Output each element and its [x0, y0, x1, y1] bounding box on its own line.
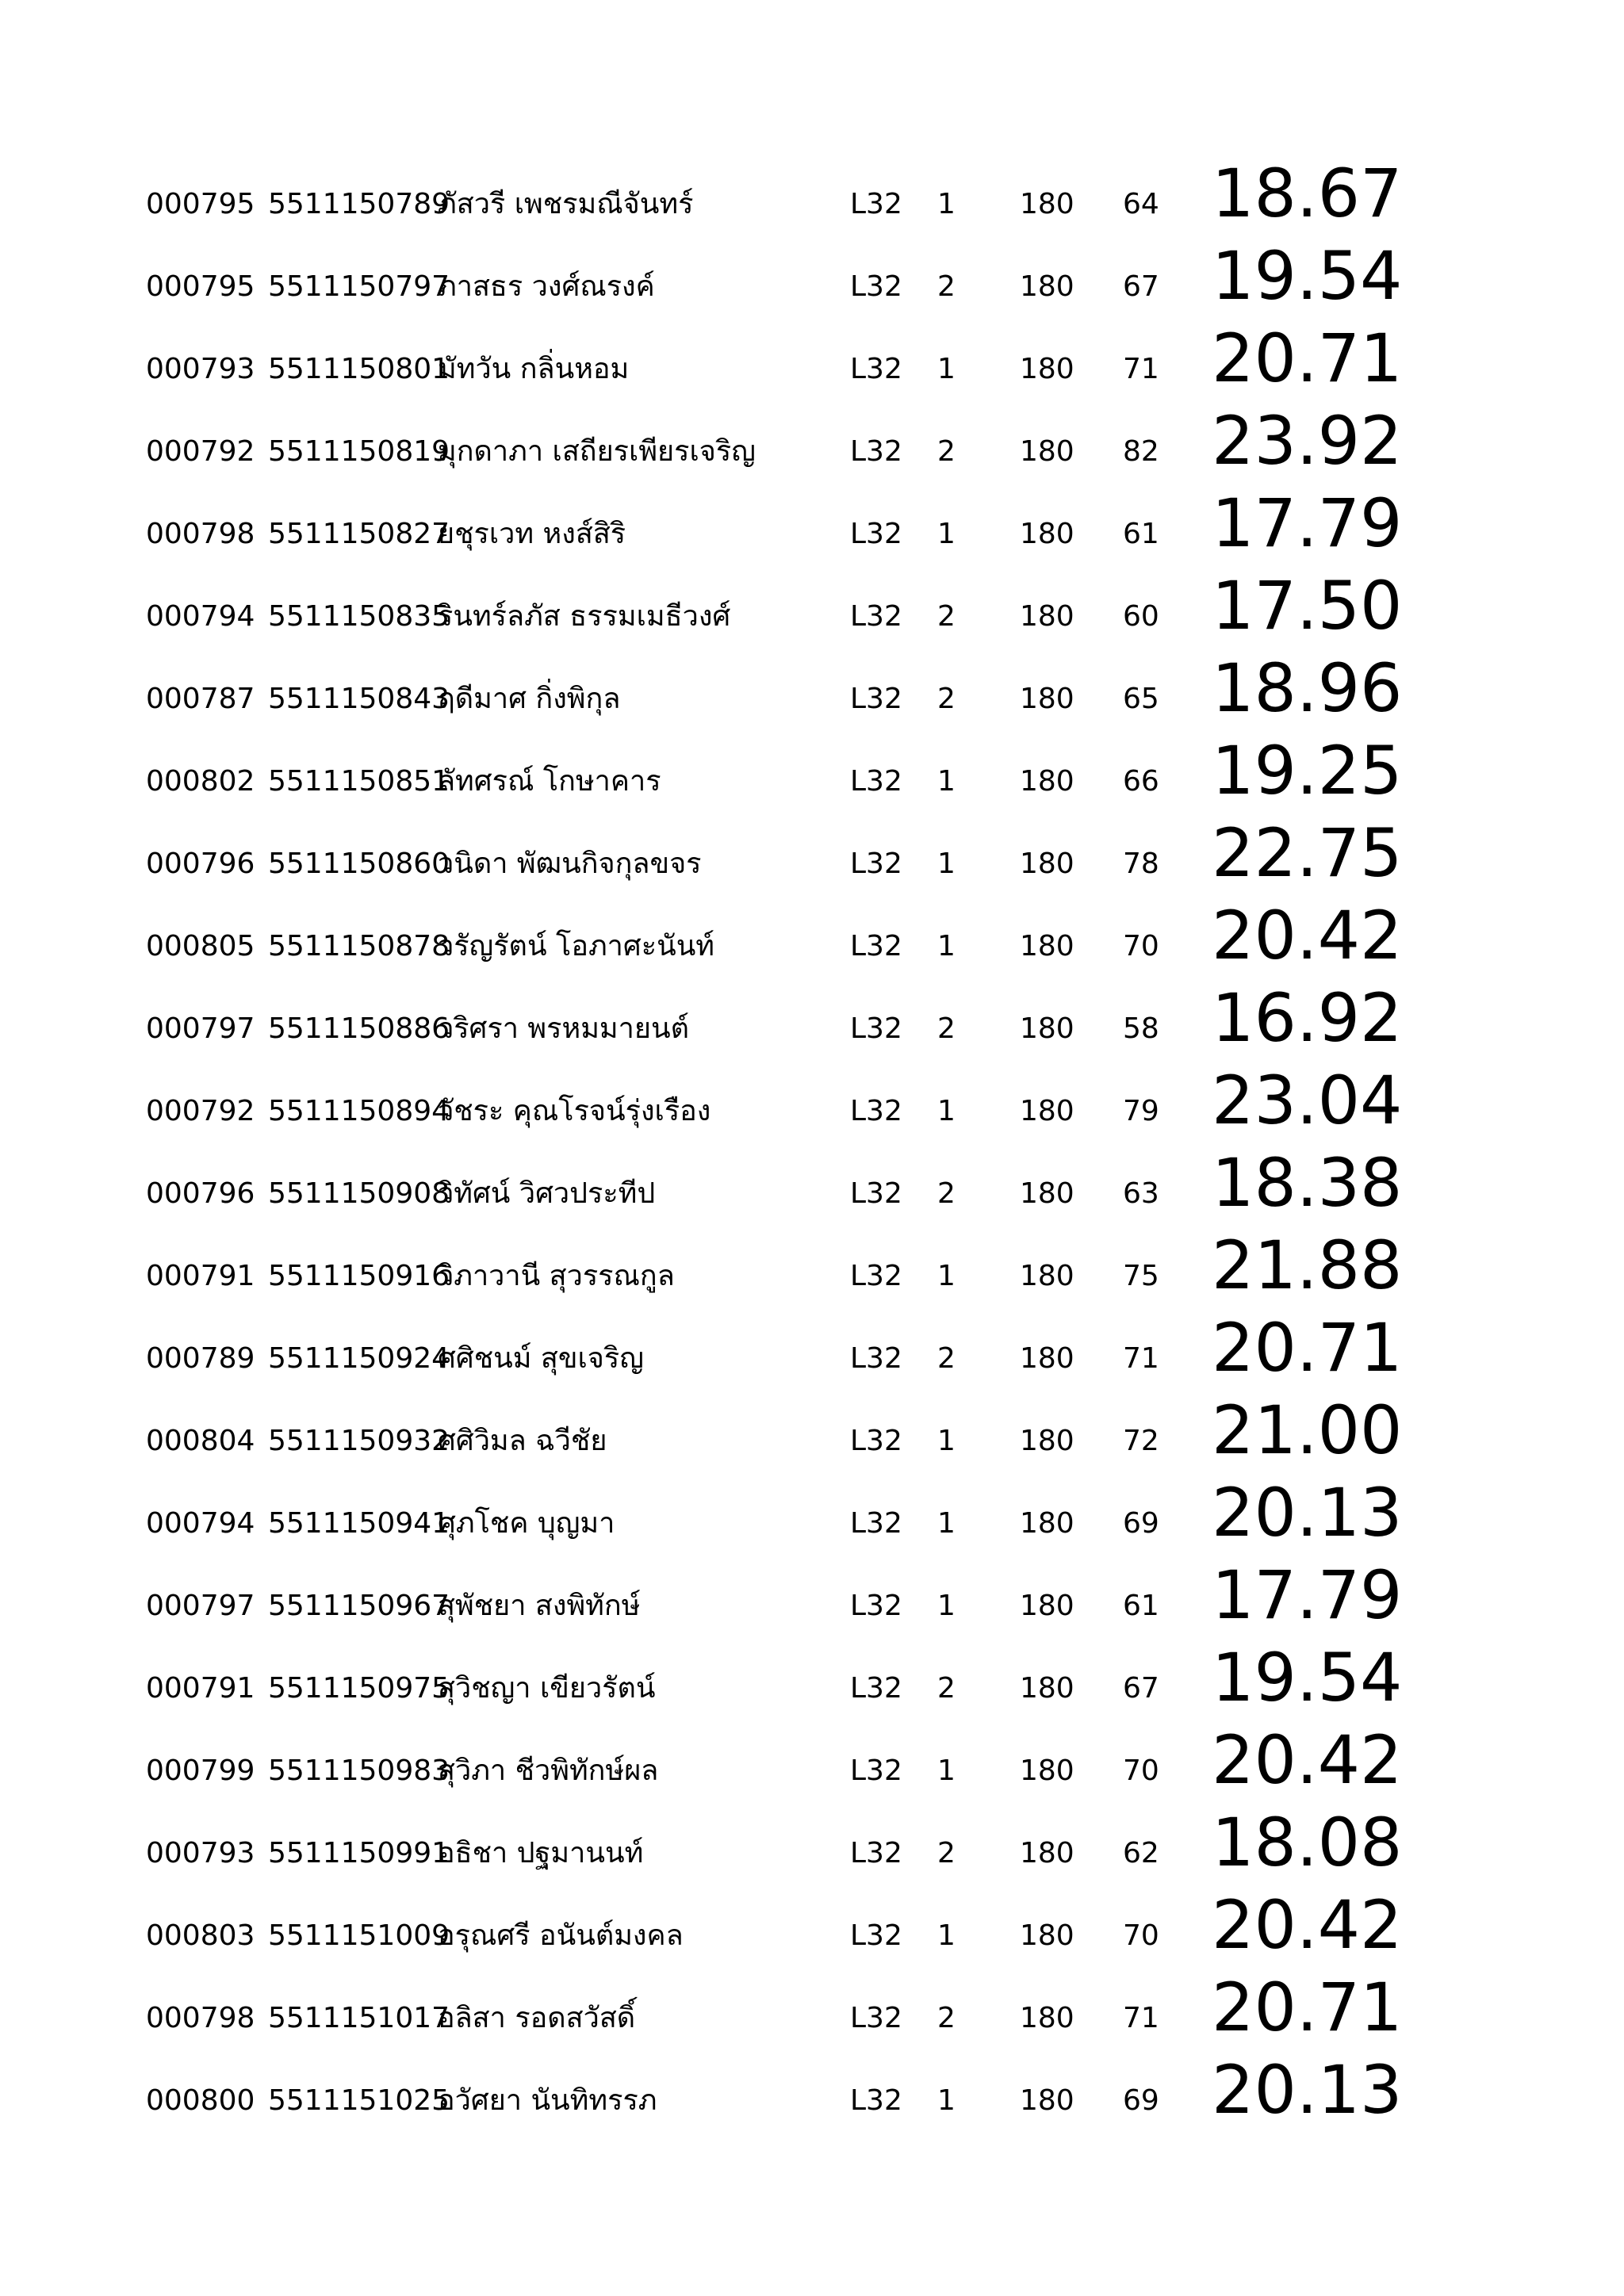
table-row	[0, 402, 1624, 490]
table-row	[0, 567, 1624, 655]
full-score: 180	[1020, 930, 1074, 962]
full-score: 180	[1020, 1177, 1074, 1210]
student-name: ภัสวรี เพชรมณีจันทร์	[438, 188, 694, 220]
table-row	[0, 320, 1624, 408]
table-row	[0, 1474, 1624, 1562]
sequence-number: 000791	[146, 1260, 255, 1292]
student-name: ศุภโชค บุญมา	[438, 1507, 615, 1540]
scaled-score: 21.00	[1212, 1391, 1403, 1469]
scaled-score: 18.67	[1212, 155, 1403, 232]
group-number: 1	[937, 848, 956, 880]
table-row	[0, 1721, 1624, 1809]
student-id: 5511150991	[268, 1837, 450, 1869]
full-score: 180	[1020, 1755, 1074, 1787]
full-score: 180	[1020, 1672, 1074, 1705]
group-number: 1	[937, 1260, 956, 1292]
student-id: 5511150941	[268, 1507, 450, 1540]
section-code: L32	[850, 1919, 902, 1952]
full-score: 180	[1020, 1507, 1074, 1540]
scaled-score: 18.38	[1212, 1144, 1403, 1222]
scaled-score: 18.96	[1212, 649, 1403, 727]
section-code: L32	[850, 1012, 902, 1045]
student-id: 5511150932	[268, 1425, 450, 1457]
section-code: L32	[850, 1590, 902, 1622]
full-score: 180	[1020, 188, 1074, 220]
student-name: สุวิชญา เขียวรัตน์	[438, 1672, 656, 1705]
section-code: L32	[850, 1837, 902, 1869]
scaled-score: 17.79	[1212, 1556, 1403, 1634]
group-number: 1	[937, 2084, 956, 2117]
table-row	[0, 2051, 1624, 2139]
raw-score: 69	[1123, 1507, 1159, 1540]
student-id: 5511150886	[268, 1012, 450, 1045]
scaled-score: 20.42	[1212, 1886, 1403, 1964]
scaled-score: 21.88	[1212, 1226, 1403, 1304]
student-name: วิทัศน์ วิศวประทีป	[438, 1177, 656, 1210]
full-score: 180	[1020, 848, 1074, 880]
table-row	[0, 1309, 1624, 1397]
scaled-score: 20.71	[1212, 1309, 1403, 1387]
raw-score: 71	[1123, 1342, 1159, 1375]
sequence-number: 000804	[146, 1425, 255, 1457]
group-number: 2	[937, 1342, 956, 1375]
group-number: 2	[937, 600, 956, 633]
table-row	[0, 1639, 1624, 1727]
raw-score: 62	[1123, 1837, 1159, 1869]
student-id: 5511150843	[268, 683, 450, 715]
group-number: 1	[937, 930, 956, 962]
table-row	[0, 1886, 1624, 1974]
sequence-number: 000794	[146, 1507, 255, 1540]
scaled-score: 20.13	[1212, 1474, 1403, 1552]
table-row	[0, 237, 1624, 325]
sequence-number: 000797	[146, 1590, 255, 1622]
full-score: 180	[1020, 683, 1074, 715]
section-code: L32	[850, 1755, 902, 1787]
student-id: 5511150916	[268, 1260, 450, 1292]
student-id: 5511151025	[268, 2084, 450, 2117]
full-score: 180	[1020, 518, 1074, 550]
student-id: 5511150797	[268, 270, 450, 303]
student-id: 5511150835	[268, 600, 450, 633]
scaled-score: 17.79	[1212, 484, 1403, 562]
scaled-score: 20.71	[1212, 1969, 1403, 2046]
full-score: 180	[1020, 435, 1074, 468]
sequence-number: 000793	[146, 353, 255, 385]
section-code: L32	[850, 1425, 902, 1457]
raw-score: 67	[1123, 1672, 1159, 1705]
section-code: L32	[850, 1672, 902, 1705]
sequence-number: 000805	[146, 930, 255, 962]
table-row	[0, 732, 1624, 820]
full-score: 180	[1020, 1342, 1074, 1375]
group-number: 2	[937, 1672, 956, 1705]
raw-score: 63	[1123, 1177, 1159, 1210]
raw-score: 70	[1123, 1755, 1159, 1787]
sequence-number: 000798	[146, 2002, 255, 2034]
raw-score: 65	[1123, 683, 1159, 715]
sequence-number: 000795	[146, 270, 255, 303]
student-name: ยชุรเวท หงส์สิริ	[438, 518, 626, 550]
raw-score: 64	[1123, 188, 1159, 220]
student-name: มุกดาภา เสถียรเพียรเจริญ	[438, 435, 756, 468]
student-name: อลิสา รอดสวัสดิ์	[438, 2002, 636, 2034]
section-code: L32	[850, 765, 902, 798]
full-score: 180	[1020, 1919, 1074, 1952]
table-row	[0, 1144, 1624, 1232]
group-number: 2	[937, 435, 956, 468]
group-number: 1	[937, 188, 956, 220]
raw-score: 58	[1123, 1012, 1159, 1045]
group-number: 2	[937, 270, 956, 303]
student-name: ศศิวิมล ฉวีชัย	[438, 1425, 607, 1457]
raw-score: 71	[1123, 353, 1159, 385]
section-code: L32	[850, 1177, 902, 1210]
raw-score: 78	[1123, 848, 1159, 880]
full-score: 180	[1020, 1837, 1074, 1869]
section-code: L32	[850, 188, 902, 220]
group-number: 2	[937, 2002, 956, 2034]
student-name: ฤดีมาศ กิ่งพิกุล	[438, 683, 621, 715]
sequence-number: 000791	[146, 1672, 255, 1705]
student-name: วัชระ คุณโรจน์รุ่งเรือง	[438, 1095, 711, 1127]
scaled-score: 20.71	[1212, 320, 1403, 397]
score-table	[0, 155, 1624, 2139]
raw-score: 70	[1123, 1919, 1159, 1952]
sequence-number: 000789	[146, 1342, 255, 1375]
section-code: L32	[850, 1260, 902, 1292]
table-row	[0, 1969, 1624, 2057]
full-score: 180	[1020, 1012, 1074, 1045]
raw-score: 70	[1123, 930, 1159, 962]
section-code: L32	[850, 600, 902, 633]
table-row	[0, 155, 1624, 243]
full-score: 180	[1020, 1590, 1074, 1622]
student-name: อรุณศรี อนันต์มงคล	[438, 1919, 684, 1952]
section-code: L32	[850, 1342, 902, 1375]
student-id: 5511150789	[268, 188, 450, 220]
student-name: ศศิชนม์ สุขเจริญ	[438, 1342, 644, 1375]
student-name: วิภาวานี สุวรรณกูล	[438, 1260, 675, 1292]
group-number: 2	[937, 1012, 956, 1045]
student-name: รินทร์ลภัส ธรรมเมธีวงศ์	[438, 600, 731, 633]
full-score: 180	[1020, 2002, 1074, 2034]
raw-score: 79	[1123, 1095, 1159, 1127]
sequence-number: 000795	[146, 188, 255, 220]
group-number: 2	[937, 1837, 956, 1869]
table-row	[0, 484, 1624, 572]
full-score: 180	[1020, 2084, 1074, 2117]
student-id: 5511150983	[268, 1755, 450, 1787]
full-score: 180	[1020, 765, 1074, 798]
section-code: L32	[850, 435, 902, 468]
full-score: 180	[1020, 353, 1074, 385]
scaled-score: 22.75	[1212, 814, 1403, 892]
table-row	[0, 1226, 1624, 1314]
scaled-score: 20.13	[1212, 2051, 1403, 2129]
group-number: 2	[937, 683, 956, 715]
section-code: L32	[850, 2002, 902, 2034]
section-code: L32	[850, 848, 902, 880]
raw-score: 75	[1123, 1260, 1159, 1292]
student-id: 5511150878	[268, 930, 450, 962]
student-id: 5511150908	[268, 1177, 450, 1210]
student-id: 5511150924	[268, 1342, 450, 1375]
raw-score: 61	[1123, 518, 1159, 550]
scaled-score: 20.42	[1212, 1721, 1403, 1799]
scaled-score: 20.42	[1212, 897, 1403, 974]
group-number: 1	[937, 765, 956, 798]
raw-score: 60	[1123, 600, 1159, 633]
section-code: L32	[850, 353, 902, 385]
student-id: 5511151017	[268, 2002, 450, 2034]
sequence-number: 000787	[146, 683, 255, 715]
table-row	[0, 979, 1624, 1067]
student-name: ลัทศรณ์ โกษาคาร	[438, 765, 661, 798]
table-row	[0, 1804, 1624, 1892]
student-name: สุพัชยา สงพิทักษ์	[438, 1590, 641, 1622]
student-id: 5511150819	[268, 435, 450, 468]
full-score: 180	[1020, 600, 1074, 633]
section-code: L32	[850, 1507, 902, 1540]
section-code: L32	[850, 2084, 902, 2117]
table-row	[0, 649, 1624, 737]
student-id: 5511151009	[268, 1919, 450, 1952]
student-name: วรัญรัตน์ โอภาศะนันท์	[438, 930, 715, 962]
scaled-score: 18.08	[1212, 1804, 1403, 1881]
group-number: 1	[937, 1507, 956, 1540]
student-name: อธิชา ปฐมานนท์	[438, 1837, 644, 1869]
full-score: 180	[1020, 1260, 1074, 1292]
sequence-number: 000796	[146, 848, 255, 880]
sequence-number: 000794	[146, 600, 255, 633]
student-id: 5511150827	[268, 518, 450, 550]
section-code: L32	[850, 1095, 902, 1127]
group-number: 1	[937, 1919, 956, 1952]
sequence-number: 000793	[146, 1837, 255, 1869]
sequence-number: 000800	[146, 2084, 255, 2117]
student-name: สุวิภา ชีวพิทักษ์ผล	[438, 1755, 659, 1787]
table-row	[0, 814, 1624, 902]
student-name: วริศรา พรหมมายนต์	[438, 1012, 689, 1045]
scaled-score: 17.50	[1212, 567, 1403, 645]
raw-score: 66	[1123, 765, 1159, 798]
section-code: L32	[850, 683, 902, 715]
group-number: 1	[937, 1425, 956, 1457]
group-number: 1	[937, 518, 956, 550]
raw-score: 72	[1123, 1425, 1159, 1457]
section-code: L32	[850, 930, 902, 962]
sequence-number: 000799	[146, 1755, 255, 1787]
student-id: 5511150851	[268, 765, 450, 798]
raw-score: 69	[1123, 2084, 1159, 2117]
sequence-number: 000792	[146, 1095, 255, 1127]
group-number: 1	[937, 1755, 956, 1787]
student-id: 5511150975	[268, 1672, 450, 1705]
raw-score: 82	[1123, 435, 1159, 468]
student-id: 5511150801	[268, 353, 450, 385]
section-code: L32	[850, 270, 902, 303]
sequence-number: 000802	[146, 765, 255, 798]
sequence-number: 000803	[146, 1919, 255, 1952]
sequence-number: 000792	[146, 435, 255, 468]
scaled-score: 19.25	[1212, 732, 1403, 809]
scaled-score: 19.54	[1212, 237, 1403, 315]
full-score: 180	[1020, 270, 1074, 303]
scaled-score: 16.92	[1212, 979, 1403, 1057]
group-number: 1	[937, 1095, 956, 1127]
table-row	[0, 1556, 1624, 1644]
scaled-score: 23.04	[1212, 1062, 1403, 1139]
student-id: 5511150894	[268, 1095, 450, 1127]
student-name: วนิดา พัฒนกิจกุลขจร	[438, 848, 702, 880]
sequence-number: 000798	[146, 518, 255, 550]
sequence-number: 000796	[146, 1177, 255, 1210]
student-name: ภาสธร วงศ์ณรงค์	[438, 270, 655, 303]
section-code: L32	[850, 518, 902, 550]
full-score: 180	[1020, 1095, 1074, 1127]
raw-score: 67	[1123, 270, 1159, 303]
sequence-number: 000797	[146, 1012, 255, 1045]
table-row	[0, 897, 1624, 985]
raw-score: 71	[1123, 2002, 1159, 2034]
student-id: 5511150967	[268, 1590, 450, 1622]
group-number: 2	[937, 1177, 956, 1210]
group-number: 1	[937, 1590, 956, 1622]
student-name: มัทวัน กลิ่นหอม	[438, 353, 630, 385]
table-row	[0, 1062, 1624, 1150]
scaled-score: 23.92	[1212, 402, 1403, 480]
group-number: 1	[937, 353, 956, 385]
scaled-score: 19.54	[1212, 1639, 1403, 1716]
table-row	[0, 1391, 1624, 1479]
student-name: อวัศยา นันทิทรรภ	[438, 2084, 657, 2117]
full-score: 180	[1020, 1425, 1074, 1457]
raw-score: 61	[1123, 1590, 1159, 1622]
student-id: 5511150860	[268, 848, 450, 880]
